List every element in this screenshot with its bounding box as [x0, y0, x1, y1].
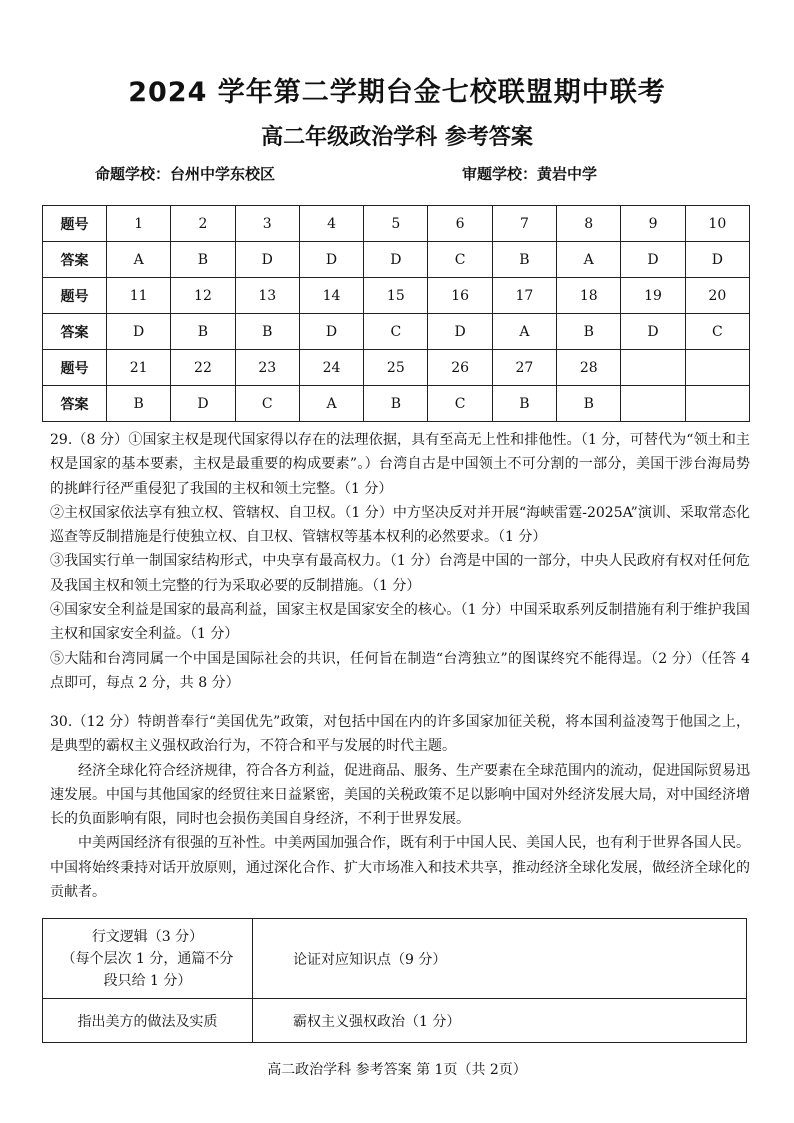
- answer-cell: D: [235, 242, 299, 278]
- answer-row: [43, 242, 750, 278]
- question-number-cell: 21: [107, 350, 171, 386]
- question-number-cell: 16: [428, 278, 492, 314]
- rubric-logic-note-2: 段只给 1 分）: [103, 972, 192, 989]
- answer-table: [42, 205, 750, 422]
- answer-label-cell: 答案: [43, 314, 107, 350]
- question-number-cell: 24: [299, 350, 363, 386]
- answer-cell: D: [107, 314, 171, 350]
- question-number-cell: 10: [685, 206, 749, 242]
- school-info-row: [95, 163, 735, 187]
- answer-cell: A: [492, 314, 556, 350]
- answer-cell: D: [621, 242, 685, 278]
- question-number-cell: 9: [621, 206, 685, 242]
- rubric-logic-title: 行文逻辑（3 分）: [91, 928, 204, 945]
- question-number-cell: 17: [492, 278, 556, 314]
- question-number-cell: 7: [492, 206, 556, 242]
- answer-cell: B: [171, 314, 235, 350]
- question-number-row: [43, 278, 750, 314]
- question-number-row: [43, 350, 750, 386]
- answer-cell: D: [299, 314, 363, 350]
- question-number-cell: 4: [299, 206, 363, 242]
- question-30-answer: [50, 710, 750, 904]
- answer-cell: B: [557, 386, 621, 422]
- rubric-knowledge-header: 论证对应知识点（9 分）: [253, 919, 747, 999]
- q29-point-3: ③我国实行单一制国家结构形式，中央享有最高权力。（1 分）台湾是中国的一部分，中央人民政府有权对任何危及我国主权和领土完整的行为采取必要的反制措施。（1 分）: [50, 553, 750, 594]
- answer-cell: D: [428, 314, 492, 350]
- answer-cell: B: [492, 386, 556, 422]
- question-number-cell: 20: [685, 278, 749, 314]
- answer-label-cell: 答案: [43, 242, 107, 278]
- question-number-cell: [685, 350, 749, 386]
- q29-point-5: ⑤大陆和台湾同属一个中国是国际社会的共识，任何旨在制造“台湾独立”的图谋终究不能得逞。（2 分）（任答 4 点即可，每点 2 分，共 8 分）: [50, 650, 750, 691]
- rubric-row-1-logic: 指出美方的做法及实质: [43, 999, 253, 1043]
- question-number-cell: [621, 350, 685, 386]
- question-number-cell: 19: [621, 278, 685, 314]
- answer-cell: A: [557, 242, 621, 278]
- page-subtitle: 高二年级政治学科 参考答案: [261, 125, 533, 150]
- answer-cell: D: [299, 242, 363, 278]
- answer-cell: C: [685, 314, 749, 350]
- question-label-cell: 题号: [43, 278, 107, 314]
- question-number-cell: 28: [557, 350, 621, 386]
- answer-cell: A: [299, 386, 363, 422]
- answer-cell: C: [428, 242, 492, 278]
- reviewing-school: 审题学校：黄岩中学: [462, 165, 598, 183]
- question-label-cell: 题号: [43, 350, 107, 386]
- rubric-row-1-knowledge: 霸权主义强权政治（1 分）: [253, 999, 747, 1043]
- question-29-answer: [50, 428, 750, 695]
- answer-cell: B: [235, 314, 299, 350]
- answer-cell: B: [171, 242, 235, 278]
- rubric-logic-header: [43, 919, 253, 999]
- question-label-cell: 题号: [43, 206, 107, 242]
- answer-cell: C: [428, 386, 492, 422]
- question-number-cell: 13: [235, 278, 299, 314]
- answer-cell: B: [492, 242, 556, 278]
- answer-cell: D: [685, 242, 749, 278]
- proposing-school: 命题学校：台州中学东校区: [95, 165, 276, 183]
- answer-cell: D: [621, 314, 685, 350]
- question-number-cell: 27: [492, 350, 556, 386]
- q29-point-1: 29.（8 分）①国家主权是现代国家得以存在的法理依据，具有至高无上性和排他性。（1 分，可替代为“领土和主权是国家的基本要素，主权是最重要的构成要素”。）台湾自古是中国领土不可分割的一部分，美国干涉台海局势的挑衅行径严重侵犯了我国的主权和领土完整。（1 分）: [50, 432, 750, 497]
- answer-label-cell: 答案: [43, 386, 107, 422]
- question-number-cell: 15: [364, 278, 428, 314]
- answer-cell: B: [107, 386, 171, 422]
- answer-row: [43, 386, 750, 422]
- question-number-cell: 12: [171, 278, 235, 314]
- question-number-cell: 3: [235, 206, 299, 242]
- question-number-cell: 6: [428, 206, 492, 242]
- q29-point-2: ②主权国家依法享有独立权、管辖权、自卫权。（1 分）中方坚决反对并开展“海峡雷霆-2025A”演训、采取常态化巡查等反制措施是行使独立权、自卫权、管辖权等基本权利的必然要求。（1 分）: [50, 504, 750, 546]
- answer-cell: C: [235, 386, 299, 422]
- answer-row: [43, 314, 750, 350]
- question-number-cell: 23: [235, 350, 299, 386]
- q29-point-4: ④国家安全利益是国家的最高利益，国家主权是国家安全的核心。（1 分）中国采取系列反制措施有利于维护我国主权和国家安全利益。（1 分）: [50, 602, 750, 643]
- page-footer: 高二政治学科 参考答案 第 1页（共 2页）: [267, 1062, 527, 1078]
- question-number-cell: 8: [557, 206, 621, 242]
- question-number-cell: 14: [299, 278, 363, 314]
- q30-paragraph-3: 中美两国经济有很强的互补性。中美两国加强合作，既有利于中国人民、美国人民，也有利于世界各国人民。中国将始终秉持对话开放原则，通过深化合作、扩大市场准入和技术共享，推动经济全球化发展，做经济全球化的贡献者。: [50, 835, 750, 901]
- question-number-cell: 25: [364, 350, 428, 386]
- answer-cell: [621, 386, 685, 422]
- page-title: 2024 学年第二学期台金七校联盟期中联考: [128, 77, 666, 108]
- question-number-cell: 5: [364, 206, 428, 242]
- question-number-cell: 26: [428, 350, 492, 386]
- question-number-cell: 18: [557, 278, 621, 314]
- question-number-cell: 1: [107, 206, 171, 242]
- question-number-row: [43, 206, 750, 242]
- answer-cell: D: [171, 386, 235, 422]
- answer-cell: B: [364, 386, 428, 422]
- answer-cell: D: [364, 242, 428, 278]
- question-number-cell: 2: [171, 206, 235, 242]
- rubric-logic-note-1: （每个层次 1 分，通篇不分: [61, 950, 234, 967]
- answer-cell: B: [557, 314, 621, 350]
- answer-cell: C: [364, 314, 428, 350]
- q30-paragraph-2: 经济全球化符合经济规律，符合各方利益，促进商品、服务、生产要素在全球范围内的流动，促进国际贸易迅速发展。中国与其他国家的经贸往来日益紧密，美国的关税政策不足以影响中国对外经济发展大局，对中国经济增长的负面影响有限，同时也会损伤美国自身经济，不利于世界发展。: [50, 762, 750, 828]
- question-number-cell: 22: [171, 350, 235, 386]
- answer-cell: A: [107, 242, 171, 278]
- q30-intro: 30.（12 分）特朗普奉行“美国优先”政策，对包括中国在内的许多国家加征关税，将本国利益凌驾于他国之上，是典型的霸权主义强权政治行为，不符合和平与发展的时代主题。: [50, 714, 750, 755]
- question-number-cell: 11: [107, 278, 171, 314]
- scoring-rubric-table: [42, 918, 747, 1043]
- answer-cell: [685, 386, 749, 422]
